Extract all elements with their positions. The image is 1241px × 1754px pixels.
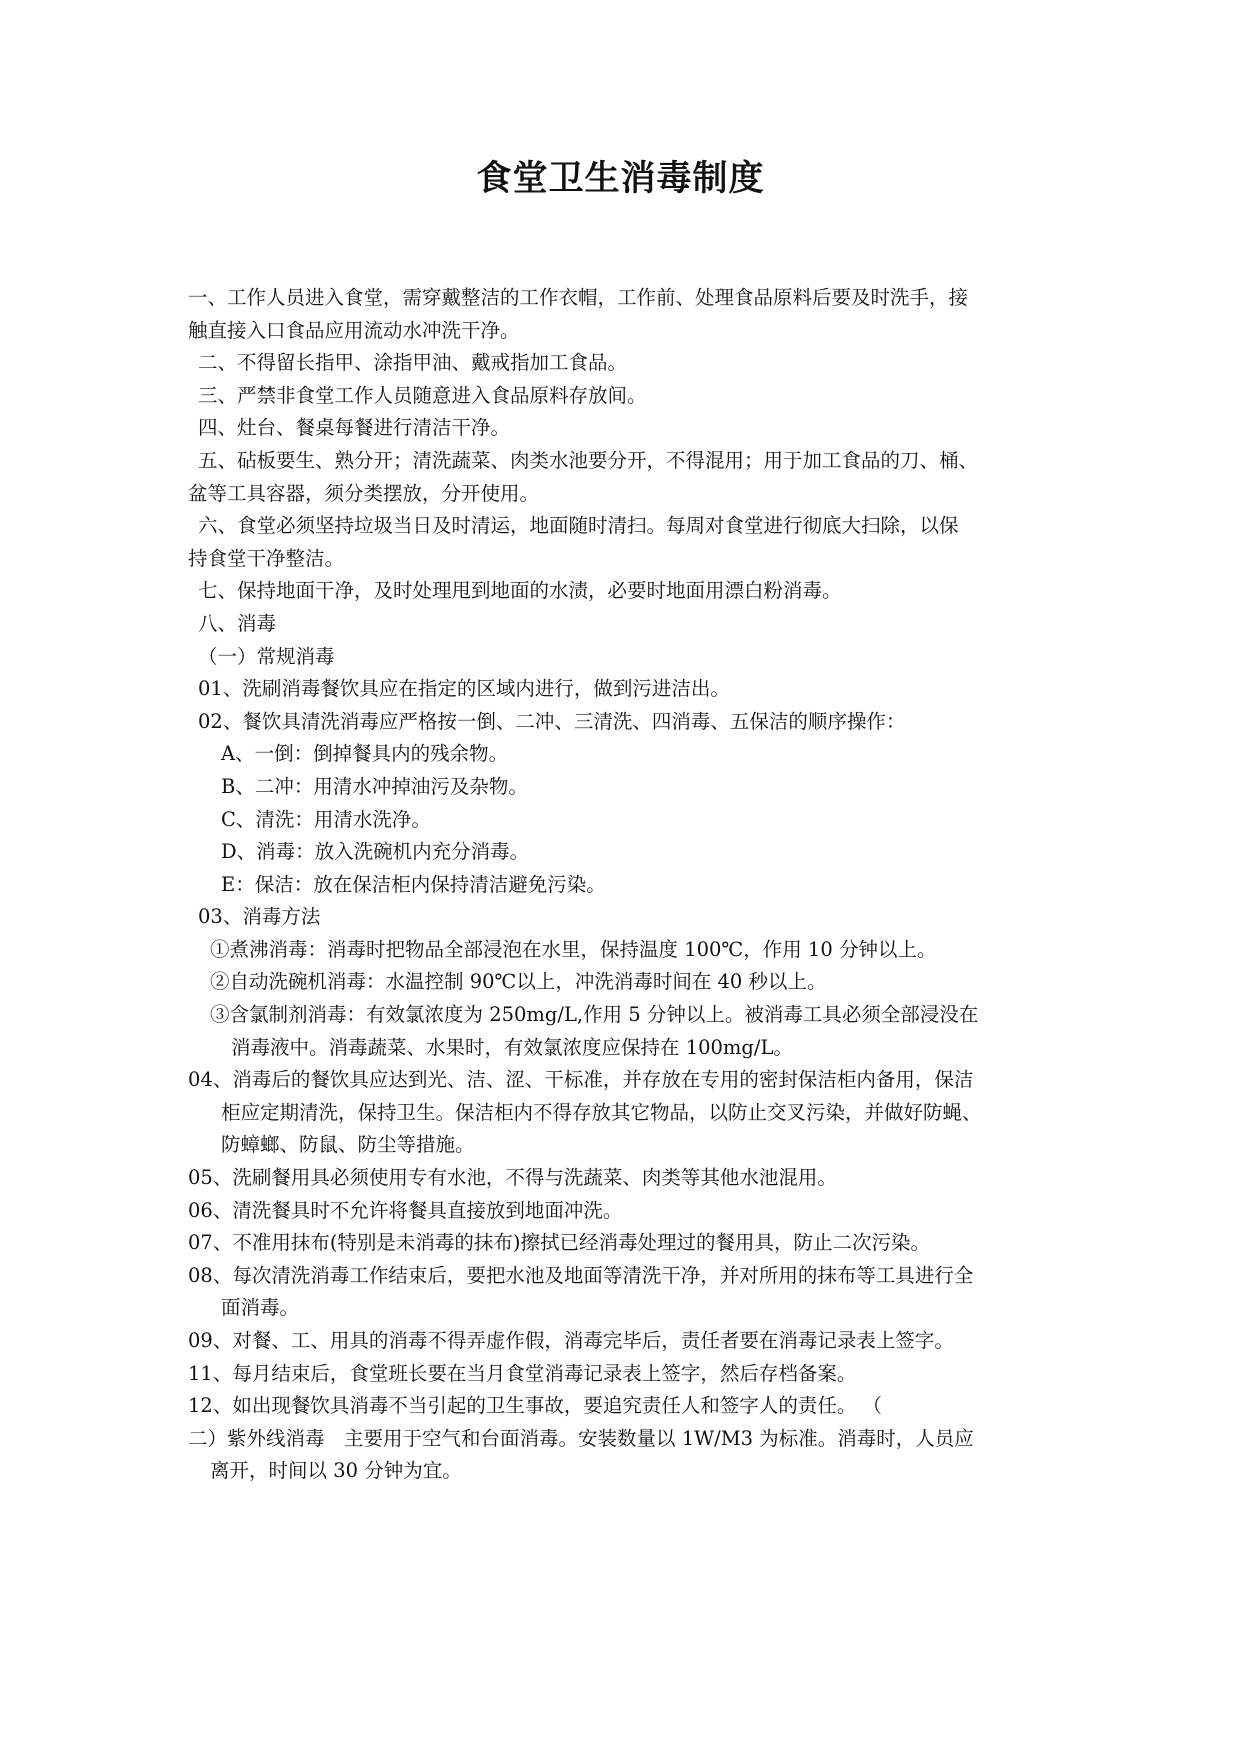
list-item-continuation: 柜应定期清洗，保持卫生。保洁柜内不得存放其它物品，以防止交叉污染，并做好防蝇、	[221, 1100, 982, 1124]
list-item: E：保洁：放在保洁柜内保持清洁避免污染。	[221, 872, 606, 896]
paragraph-line: 六、食堂必须坚持垃圾当日及时清运，地面随时清扫。每周对食堂进行彻底大扫除，以保	[198, 514, 959, 538]
paragraph-line: 持食堂干净整洁。	[188, 546, 345, 570]
list-item: 01、洗刷消毒餐饮具应在指定的区域内进行，做到污进洁出。	[198, 677, 730, 701]
list-item: B、二冲：用清水冲掉油污及杂物。	[221, 774, 528, 798]
list-item: 02、餐饮具清洗消毒应严格按一倒、二冲、三清洗、四消毒、五保洁的顺序操作：	[198, 709, 906, 733]
section-heading: 八、消毒	[198, 611, 277, 635]
paragraph-line: 四、灶台、餐桌每餐进行清洁干净。	[198, 416, 511, 440]
list-item: 07、不准用抹布(特别是未消毒的抹布)擦拭已经消毒处理过的餐用具，防止二次污染。	[188, 1231, 931, 1255]
list-item: ①煮沸消毒：消毒时把物品全部浸泡在水里，保持温度 100℃，作用 10 分钟以上。	[210, 937, 937, 961]
list-item: ③含氯制剂消毒：有效氯浓度为 250mg/L,作用 5 分钟以上。被消毒工具必须全部浸没在	[210, 1003, 979, 1027]
list-item-continuation: 消毒液中。消毒蔬菜、水果时，有效氯浓度应保持在 100mg/L。	[231, 1035, 793, 1059]
paragraph-line: 离开，时间以 30 分钟为宜。	[210, 1459, 462, 1483]
paragraph-line: 五、砧板要生、熟分开；清洗蔬菜、肉类水池要分开，不得混用；用于加工食品的刀、桶、	[198, 448, 979, 472]
paragraph-line: 触直接入口食品应用流动水冲洗干净。	[188, 318, 520, 342]
list-item: 12、如出现餐饮具消毒不当引起的卫生事故，要追究责任人和签字人的责任。 （	[188, 1394, 883, 1418]
list-item: 06、清洗餐具时不允许将餐具直接放到地面冲洗。	[188, 1198, 623, 1222]
document-title: 食堂卫生消毒制度	[476, 158, 765, 199]
document-body	[188, 282, 1066, 1488]
subsection-heading: （一）常规消毒	[198, 644, 335, 668]
list-item: 08、每次清洗消毒工作结束后，要把水池及地面等清洗干净，并对所用的抹布等工具进行全	[188, 1263, 974, 1287]
paragraph-line: 二）紫外线消毒 主要用于空气和台面消毒。安装数量以 1W/M3 为标准。消毒时，人员应	[188, 1426, 974, 1450]
list-item: C、清洗：用清水洗净。	[221, 807, 431, 831]
list-item-continuation: 防蟑螂、防鼠、防尘等措施。	[221, 1133, 475, 1157]
paragraph-line: 二、不得留长指甲、涂指甲油、戴戒指加工食品。	[198, 351, 628, 375]
paragraph-line: 七、保持地面干净，及时处理甩到地面的水渍，必要时地面用漂白粉消毒。	[198, 579, 842, 603]
paragraph-line: 一、工作人员进入食堂，需穿戴整洁的工作衣帽，工作前、处理食品原料后要及时洗手，接	[188, 286, 969, 309]
list-item: A、一倒：倒掉餐具内的残余物。	[221, 742, 509, 766]
paragraph-line: 盆等工具容器，须分类摆放，分开使用。	[188, 481, 540, 505]
list-item: 09、对餐、工、用具的消毒不得弄虚作假，消毒完毕后，责任者要在消毒记录表上签字。	[188, 1329, 954, 1352]
paragraph-line: 三、严禁非食堂工作人员随意进入食品原料存放间。	[198, 383, 647, 407]
list-item: ②自动洗碗机消毒：水温控制 90℃以上，冲洗消毒时间在 40 秒以上。	[210, 970, 827, 994]
list-item-continuation: 面消毒。	[221, 1296, 300, 1320]
list-item: 11、每月结束后，食堂班长要在当月食堂消毒记录表上签字，然后存档备案。	[188, 1361, 857, 1385]
list-item: 04、消毒后的餐饮具应达到光、洁、涩、干标准，并存放在专用的密封保洁柜内备用，保洁	[188, 1068, 974, 1092]
list-item: 05、洗刷餐用具必须使用专有水池，不得与洗蔬菜、肉类等其他水池混用。	[188, 1166, 837, 1190]
list-item: D、消毒：放入洗碗机内充分消毒。	[221, 840, 530, 864]
list-item: 03、消毒方法	[198, 905, 321, 929]
